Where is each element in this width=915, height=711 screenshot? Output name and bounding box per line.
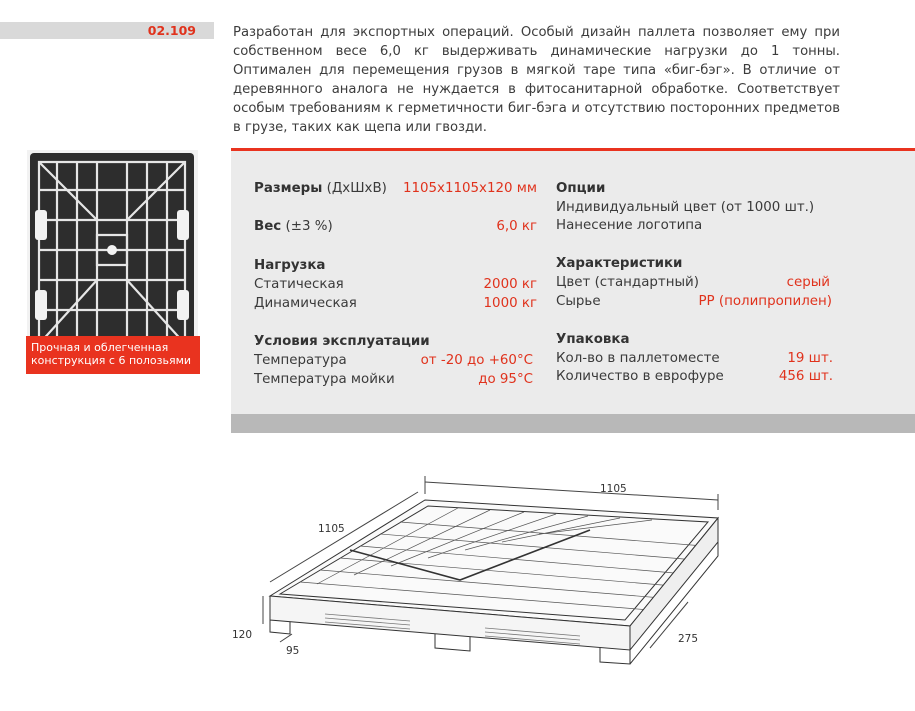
truck-qty-label: Количество в еврофуре — [556, 369, 724, 384]
dimensions-label: Размеры (ДхШхВ) — [254, 181, 387, 196]
dim-runner-spacing: 275 — [678, 633, 699, 645]
pallet-qty-label: Кол-во в паллетоместе — [556, 351, 720, 366]
caption-line-2: конструкция с 6 полозьями — [31, 354, 192, 367]
dimensions-value: 1105х1105х120 мм — [402, 181, 537, 196]
load-title: Нагрузка — [254, 258, 326, 273]
temperature-value: от -20 до +60°С — [420, 353, 533, 368]
product-code: 02.109 — [147, 23, 196, 38]
color-value: серый — [786, 275, 830, 290]
packaging-title: Упаковка — [556, 332, 630, 347]
option-custom-color: Индивидуальный цвет (от 1000 шт.) — [556, 200, 815, 215]
truck-qty-value: 456 шт. — [778, 369, 833, 384]
wash-temperature-label: Температура мойки — [254, 372, 395, 387]
weight-label: Вес (±3 %) — [254, 219, 333, 234]
photo-caption — [26, 336, 200, 374]
product-code-bar — [0, 22, 214, 39]
option-logo: Нанесение логотипа — [556, 218, 703, 233]
static-load-label: Статическая — [254, 277, 344, 292]
temperature-label: Температура — [254, 353, 347, 368]
caption-line-1: Прочная и облегченная — [31, 341, 169, 354]
spec-panel-accent-line — [231, 148, 915, 151]
options-title: Опции — [556, 181, 606, 196]
wash-temperature-value: до 95°С — [478, 372, 533, 387]
dim-top-width: 1105 — [600, 483, 627, 495]
material-label: Сырье — [556, 294, 601, 309]
pallet-technical-drawing — [230, 470, 730, 705]
characteristics-title: Характеристики — [556, 256, 683, 271]
static-load-value: 2000 кг — [483, 277, 537, 292]
product-description: Разработан для экспортных операций. Особый дизайн паллета позволяет ему при собственном весе 6,0 кг выдерживать динамические нагрузки до 1 тонны. Оптимален для перемещения грузов в мягкой таре типа «биг-бэг». В отличие от деревянного аналога не нуждается в фитосанитарной обработке. Соответствует особым требованиям к герметичности биг-бэга и отсутствию посторонних предметов в грузе, таких как щепа или гвозди. — [233, 25, 840, 135]
dynamic-load-label: Динамическая — [254, 296, 357, 311]
dim-runner-width: 95 — [286, 645, 300, 657]
conditions-title: Условия эксплуатации — [254, 334, 430, 349]
pallet-photo — [27, 150, 198, 357]
color-label: Цвет (стандартный) — [556, 275, 699, 290]
dynamic-load-value: 1000 кг — [483, 296, 537, 311]
dim-left-length: 1105 — [318, 523, 345, 535]
material-value: PP (полипропилен) — [698, 294, 832, 309]
dim-height: 120 — [232, 629, 253, 641]
spec-panel-bottom-bar — [231, 414, 915, 433]
pallet-qty-value: 19 шт. — [787, 351, 833, 366]
weight-value: 6,0 кг — [496, 219, 537, 234]
